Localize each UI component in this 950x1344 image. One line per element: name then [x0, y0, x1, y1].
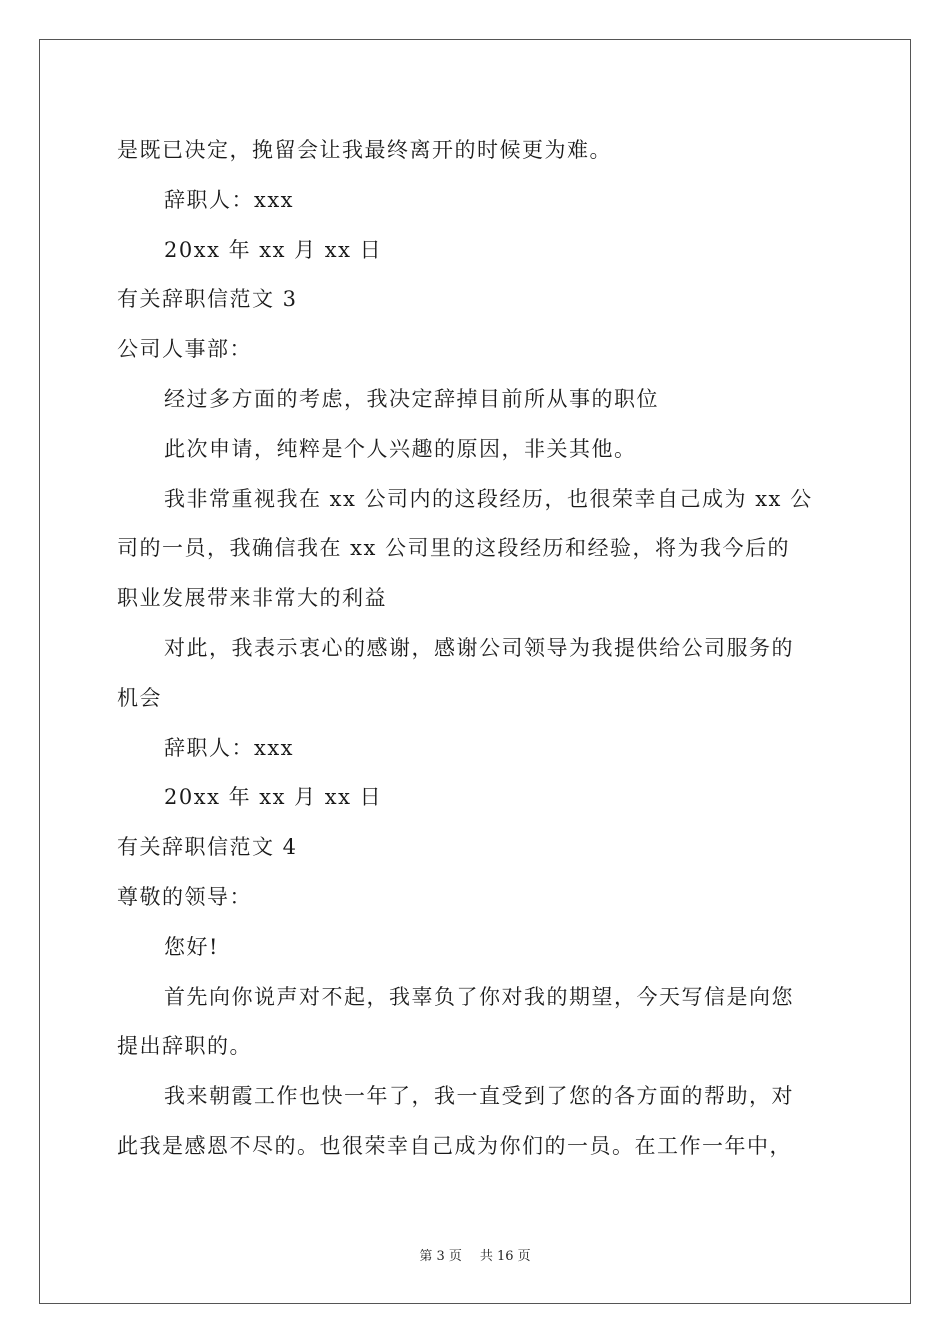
text-line: 辞职人：xxx: [164, 735, 295, 760]
text-line: 经过多方面的考虑，我决定辞掉目前所从事的职位: [164, 386, 659, 411]
text-line: 首先向你说声对不起，我辜负了你对我的期望，今天写信是向您: [164, 984, 794, 1009]
text-line: 司的一员，我确信我在 xx 公司里的这段经历和经验，将为我今后的: [117, 536, 791, 561]
text-line: 此次申请，纯粹是个人兴趣的原因，非关其他。: [164, 436, 637, 461]
text-line: 此我是感恩不尽的。也很荣幸自己成为你们的一员。在工作一年中，: [117, 1133, 792, 1158]
page-number: 第 3 页: [419, 1249, 462, 1264]
text-line: 对此，我表示衷心的感谢，感谢公司领导为我提供给公司服务的: [164, 635, 794, 660]
text-line: 20xx 年 xx 月 xx 日: [164, 237, 383, 262]
text-line: 我非常重视我在 xx 公司内的这段经历，也很荣幸自己成为 xx 公: [164, 486, 813, 511]
text-line: 职业发展带来非常大的利益: [117, 586, 387, 611]
total-pages: 共 16 页: [479, 1249, 531, 1264]
text-line: 有关辞职信范文 3: [117, 287, 298, 312]
text-line: 有关辞职信范文 4: [117, 835, 298, 860]
text-line: 我来朝霞工作也快一年了，我一直受到了您的各方面的帮助，对: [164, 1084, 794, 1109]
text-line: 提出辞职的。: [117, 1034, 252, 1059]
document-body: [117, 126, 835, 1172]
text-line: 公司人事部：: [117, 337, 252, 362]
text-line: 是既已决定，挽留会让我最终离开的时候更为难。: [117, 138, 612, 162]
page-footer: [0, 1247, 950, 1267]
text-line: 机会: [117, 685, 162, 710]
text-line: 辞职人：xxx: [164, 187, 295, 212]
text-line: 尊敬的领导：: [117, 884, 252, 909]
text-line: 您好!: [164, 934, 219, 959]
text-line: 20xx 年 xx 月 xx 日: [164, 785, 383, 810]
